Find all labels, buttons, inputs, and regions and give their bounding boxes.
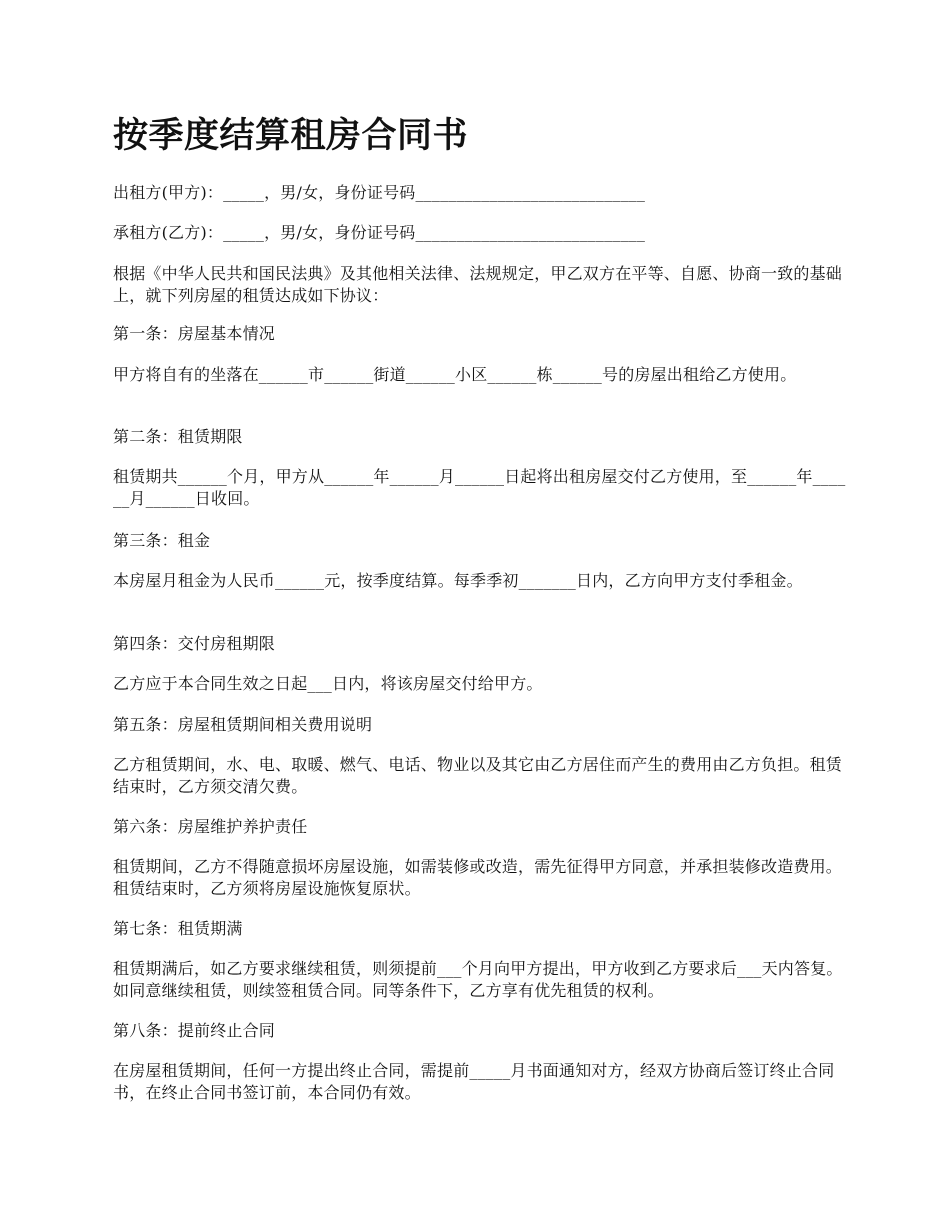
- article-3-heading: 第三条：租金: [113, 531, 211, 550]
- lessor-line: 出租方(甲方)：_____，男/女，身份证号码____________________________: [113, 183, 646, 202]
- preamble-paragraph: 根据《中华人民共和国民法典》及其他相关法律、法规规定，甲乙双方在平等、自愿、协商一致的基础上，就下列房屋的租赁达成如下协议：: [113, 264, 843, 305]
- document-title: 按季度结算租房合同书: [113, 116, 469, 156]
- article-6-heading: 第六条：房屋维护养护责任: [113, 817, 308, 836]
- article-2-body: 租赁期共______个月，甲方从______年______月______日起将出租房屋交付乙方使用，至______年______月______日收回。: [113, 467, 846, 508]
- article-4-body: 乙方应于本合同生效之日起___日内，将该房屋交付给甲方。: [113, 674, 543, 693]
- article-2-heading: 第二条：租赁期限: [113, 427, 243, 446]
- article-3-body: 本房屋月租金为人民币______元，按季度结算。每季季初_______日内，乙方向甲方支付季租金。: [113, 571, 803, 590]
- lessee-line: 承租方(乙方)：_____，男/女，身份证号码____________________________: [113, 223, 646, 242]
- article-7-heading: 第七条：租赁期满: [113, 919, 243, 938]
- article-6-body: 租赁期间，乙方不得随意损坏房屋设施，如需装修或改造，需先征得甲方同意，并承担装修改造费用。租赁结束时，乙方须将房屋设施恢复原状。: [113, 857, 843, 898]
- article-8-body: 在房屋租赁期间，任何一方提出终止合同，需提前_____月书面通知对方，经双方协商后签订终止合同书，在终止合同书签订前，本合同仍有效。: [113, 1061, 835, 1102]
- article-5-heading: 第五条：房屋租赁期间相关费用说明: [113, 715, 373, 734]
- article-1-heading: 第一条：房屋基本情况: [113, 324, 276, 343]
- article-1-body: 甲方将自有的坐落在______市______街道______小区______栋______号的房屋出租给乙方使用。: [113, 365, 797, 384]
- article-8-heading: 第八条：提前终止合同: [113, 1021, 276, 1040]
- article-5-body: 乙方租赁期间，水、电、取暖、燃气、电话、物业以及其它由乙方居住而产生的费用由乙方负担。租赁结束时，乙方须交清欠费。: [113, 755, 843, 796]
- article-7-body: 租赁期满后，如乙方要求继续租赁，则须提前___个月向甲方提出，甲方收到乙方要求后___天内答复。如同意继续租赁，则续签租赁合同。同等条件下，乙方享有优先租赁的权利。: [113, 959, 843, 1000]
- article-4-heading: 第四条：交付房租期限: [113, 634, 276, 653]
